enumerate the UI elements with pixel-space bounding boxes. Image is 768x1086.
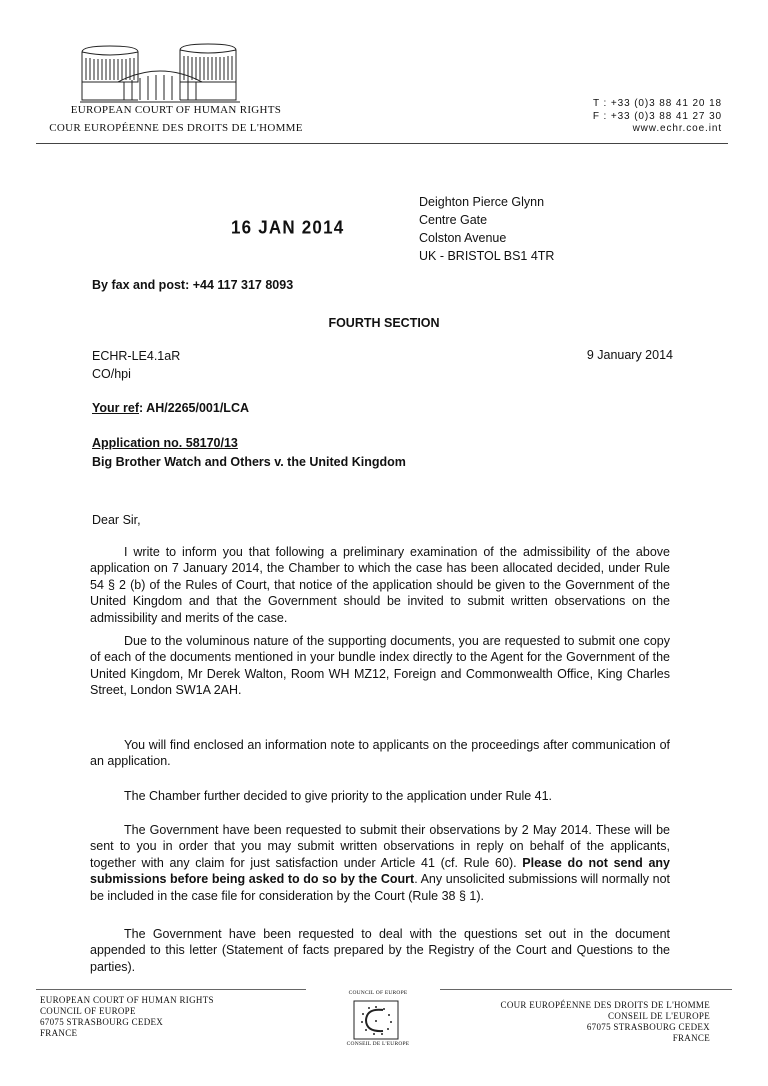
footer-line: COUNCIL OF EUROPE: [40, 1006, 136, 1016]
fax-number: F : +33 (0)3 88 41 27 30: [592, 110, 722, 122]
footer-line: FRANCE: [40, 1028, 78, 1038]
application-number: Application no. 58170/13: [92, 436, 238, 450]
fax-line: By fax and post: +44 117 317 8093: [92, 278, 294, 292]
council-label-top: COUNCIL OF EUROPE: [348, 990, 408, 996]
your-ref-label: Your ref: [92, 401, 139, 415]
footer-address-en: [40, 995, 214, 1039]
footer-line: CONSEIL DE L'EUROPE: [608, 1011, 710, 1021]
website: www.echr.coe.int: [632, 123, 722, 134]
reference-initials: CO/hpi: [92, 367, 131, 381]
paragraph: The Chamber further decided to give priority to the application under Rule 41.: [124, 789, 553, 803]
paragraph: The Government have been requested to deal with the questions set out in the document appended to this letter (Statement of facts prepared by the Registry of the Court and Questions to the parties).: [90, 927, 670, 974]
your-reference: [92, 400, 249, 416]
letter-date: 9 January 2014: [586, 348, 673, 362]
section-heading: FOURTH SECTION: [328, 316, 440, 330]
paragraph: [90, 822, 670, 904]
council-label-bottom: CONSEIL DE L'EUROPE: [346, 1041, 410, 1047]
paragraph-text: The Government have been requested to submit their observations by 2 May 2014. These will be sent to you in order that you may submit written observations in reply on behalf of the applicants, together with any claim for just satisfaction under Article 41 (cf. Rule 60).: [90, 823, 670, 870]
your-ref-value: : AH/2265/001/LCA: [139, 401, 249, 415]
paragraph: I write to inform you that following a preliminary examination of the admissibility of the above application on 7 January 2014, the Chamber to which the case has been allocated decided, under Rule 54 § 2 (b) of the Rules of Court, that notice of the application should be given to the Government of the United Kingdom and that the Government should be invited to submit written observations on the admissibility and merits of the case.: [90, 545, 670, 625]
reference-code: ECHR-LE4.1aR: [92, 349, 181, 363]
phone-number: T : +33 (0)3 88 41 20 18: [593, 98, 722, 109]
recipient-line: Centre Gate: [419, 213, 488, 227]
paragraph-text: . Any unsolicited submissions will normally not be included in the case file for consideration by the Court (Rule 38 § 1).: [90, 872, 670, 903]
court-name-en: EUROPEAN COURT OF HUMAN RIGHTS: [70, 104, 282, 116]
footer-line: FRANCE: [672, 1033, 710, 1043]
footer-address-fr: [501, 1000, 710, 1044]
council-of-europe-logo-icon: [353, 1000, 399, 1040]
salutation: Dear Sir,: [92, 513, 141, 527]
footer-line: COUR EUROPÉENNE DES DROITS DE L'HOMME: [500, 1000, 710, 1010]
court-building-icon: [80, 42, 240, 104]
recipient-line: Colston Avenue: [419, 231, 507, 245]
received-date-stamp: 16 JAN 2014: [231, 217, 345, 238]
recipient-line: UK - BRISTOL BS1 4TR: [419, 249, 555, 263]
footer-line: 67075 STRASBOURG CEDEX: [40, 1017, 164, 1027]
footer-divider-right: [440, 989, 732, 990]
footer-line: EUROPEAN COURT OF HUMAN RIGHTS: [40, 995, 214, 1005]
recipient-address: [419, 193, 554, 265]
contact-details: [593, 98, 722, 136]
paragraph-emphasis: Please do not send any submissions before being asked to do so by the Court: [90, 855, 670, 887]
application-title: Big Brother Watch and Others v. the United Kingdom: [92, 455, 406, 469]
footer-divider-left: [36, 989, 306, 990]
recipient-line: Deighton Pierce Glynn: [419, 195, 545, 209]
paragraph: Due to the voluminous nature of the supporting documents, you are requested to submit one copy of each of the documents mentioned in your bundle index directly to the Agent for the Government of the United Kingdom, Mr Derek Walton, Room WH MZ12, Foreign and Commonwealth Office, King Charles Street, London SW1A 2AH.: [90, 634, 670, 698]
court-name-fr: COUR EUROPÉENNE DES DROITS DE L'HOMME: [49, 122, 303, 134]
reference-block: [92, 347, 180, 383]
paragraph: You will find enclosed an information note to applicants on the proceedings after communication of an application.: [90, 738, 670, 769]
header-divider: [36, 143, 728, 144]
footer-line: 67075 STRASBOURG CEDEX: [586, 1022, 710, 1032]
